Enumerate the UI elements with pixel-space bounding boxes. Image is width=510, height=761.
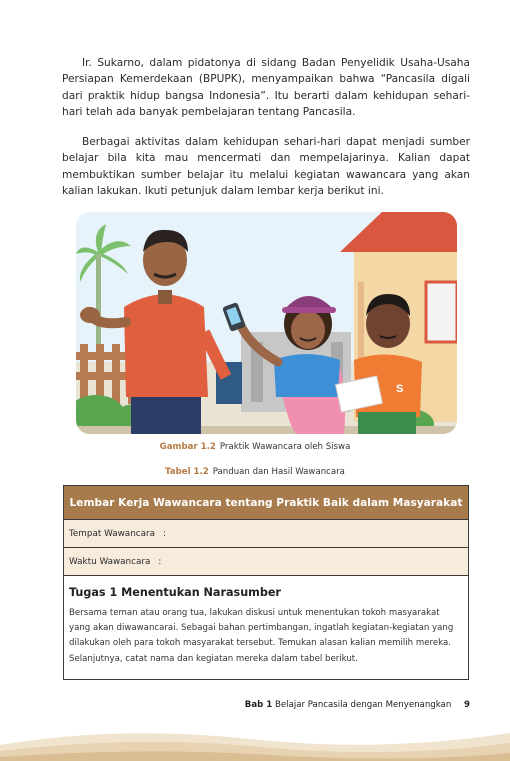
page-number: 9 xyxy=(464,700,470,710)
activity-paragraph: Berbagai aktivitas dalam kehidupan sehari-hari dapat menjadi sumber belajar bila kita mau mencermati dan mempelajarinya. Kalian dapat membuktikan sumber belajar itu melalui kegiatan wawancara yang akan kalian lakukan. Ikuti petunjuk dalam lembar kerja berikut ini. xyxy=(62,136,470,198)
interview-place-row[interactable] xyxy=(64,520,468,548)
worksheet-header: Lembar Kerja Wawancara tentang Praktik Baik dalam Masyarakat xyxy=(64,486,468,520)
figure-number: Gambar 1.2 xyxy=(159,442,216,452)
shirt-letter: S xyxy=(396,383,404,395)
intro-paragraph: Ir. Sukarno, dalam pidatonya di sidang Badan Penyelidik Usaha-Usaha Persiapan Kemerdekaan (BPUPK), menyampaikan bahwa “Pancasila digali dari praktik hidup bangsa Indonesia”. Itu berarti dalam kehidupan sehari-hari telah ada banyak pembelajaran tentang Pancasila. xyxy=(62,57,470,119)
table-caption xyxy=(0,467,510,477)
page-footer xyxy=(245,700,470,710)
interview-illustration xyxy=(76,212,457,434)
interview-worksheet xyxy=(63,485,469,680)
task-title: Tugas 1 Menentukan Narasumber xyxy=(69,586,281,599)
interview-place-separator: : xyxy=(163,528,166,539)
task-section xyxy=(64,576,468,667)
footer-chapter: Bab 1 xyxy=(244,700,273,710)
table-caption-text: Panduan dan Hasil Wawancara xyxy=(212,467,345,477)
footer-chapter-title: Belajar Pancasila dengan Menyenangkan xyxy=(275,700,452,710)
table-number: Tabel 1.2 xyxy=(165,467,209,477)
interview-time-row[interactable] xyxy=(64,548,468,576)
task-body: Bersama teman atau orang tua, lakukan diskusi untuk menentukan tokoh masyarakat yang akan diwawancarai. Sebagai bahan pertimbangan, ingatlah kegiatan-kegiatan yang dilakukan oleh para tokoh masyarakat tersebut. Temukan alasan kalian memilih mereka. Selanjutnya, catat nama dan kegiatan mereka dalam tabel berikut. xyxy=(69,608,454,664)
figure-caption-text: Praktik Wawancara oleh Siswa xyxy=(219,442,351,452)
figure-caption xyxy=(0,442,510,452)
interview-scene-image xyxy=(76,212,457,434)
interview-time-label: Waktu Wawancara xyxy=(69,556,151,567)
decorative-wave-footer xyxy=(0,715,510,761)
interview-place-label: Tempat Wawancara xyxy=(69,528,156,539)
interview-time-separator: : xyxy=(158,556,162,567)
